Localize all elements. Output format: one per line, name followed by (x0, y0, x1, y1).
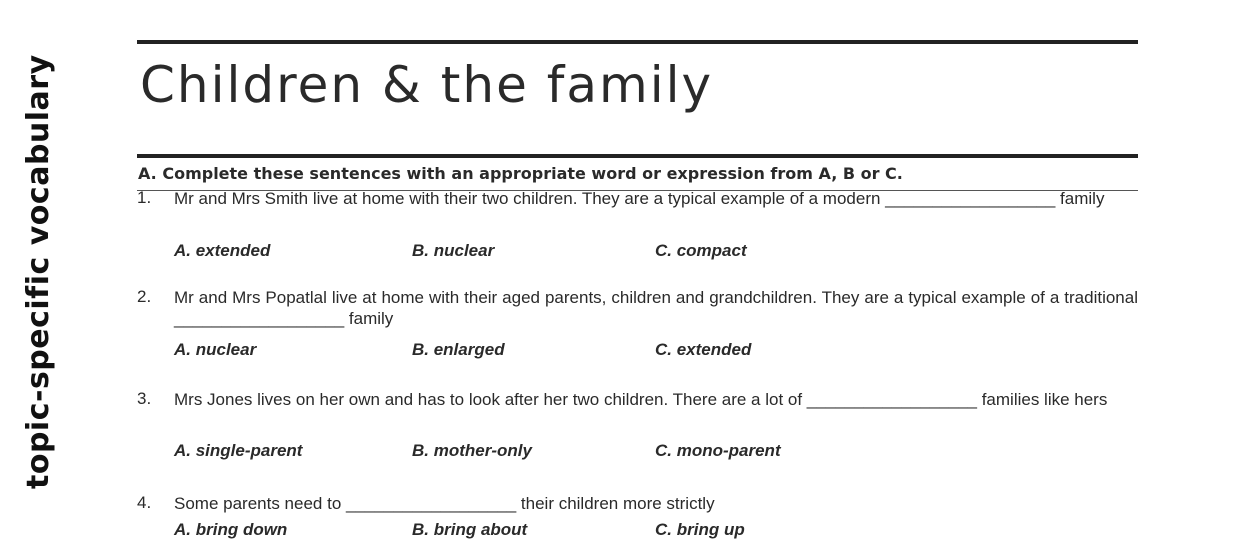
option-c[interactable]: C. compact (655, 241, 747, 260)
option-a[interactable]: A. bring down (174, 520, 288, 539)
option-b[interactable]: B. bring about (412, 520, 528, 539)
question-number: 1. (137, 188, 152, 207)
answer-options (174, 241, 1138, 263)
option-a[interactable]: A. nuclear (174, 340, 257, 359)
title-rule (137, 154, 1138, 158)
question-number: 4. (137, 493, 152, 512)
answer-options (174, 340, 1138, 362)
side-label-text: topic-specific vocabulary (21, 54, 56, 489)
option-c[interactable]: C. bring up (655, 520, 745, 539)
question-text: Mrs Jones lives on her own and has to look after her two children. There are a lot of __________________ families like hers (174, 390, 1108, 409)
question-number: 3. (137, 389, 152, 408)
question-text: Mr and Mrs Smith live at home with their two children. They are a typical example of a modern __________________ family (174, 189, 1105, 208)
answer-options (174, 441, 1138, 463)
top-rule (137, 40, 1138, 44)
option-c[interactable]: C. mono-parent (655, 441, 781, 460)
question-number: 2. (137, 287, 152, 306)
question-text: Some parents need to __________________ their children more strictly (174, 494, 715, 513)
option-c[interactable]: C. extended (655, 340, 752, 359)
side-label (0, 0, 90, 547)
option-a[interactable]: A. single-parent (174, 441, 303, 460)
option-b[interactable]: B. nuclear (412, 241, 495, 260)
option-b[interactable]: B. enlarged (412, 340, 505, 359)
page-title: Children & the family (140, 56, 714, 114)
exercise-instruction: A. Complete these sentences with an appropriate word or expression from A, B or C. (138, 164, 903, 183)
option-b[interactable]: B. mother-only (412, 441, 532, 460)
answer-options (174, 520, 1138, 542)
option-a[interactable]: A. extended (174, 241, 271, 260)
question-text: Mr and Mrs Popatlal live at home with their aged parents, children and grandchildren. They are a typical example of a traditional __________________ family (174, 288, 1138, 328)
